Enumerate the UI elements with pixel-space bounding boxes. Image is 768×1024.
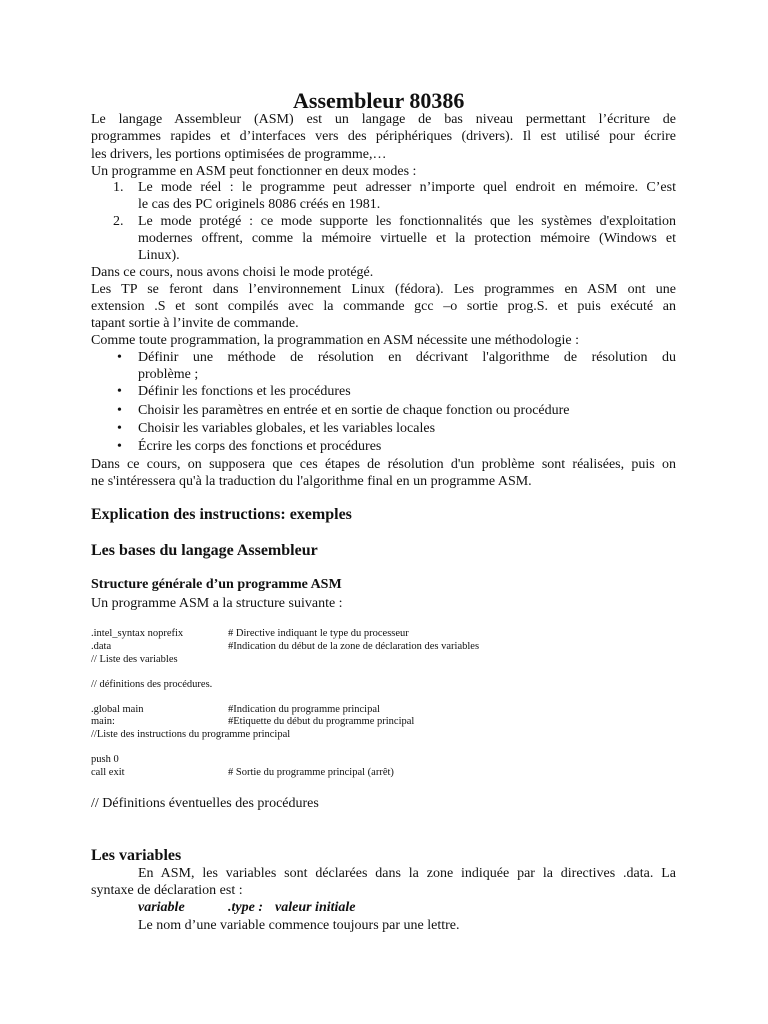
mode-line: modernes offrent, comme la mémoire virtuelle et la protection mémoire (Windows et (138, 231, 676, 246)
code-line: // Liste des variables (91, 654, 178, 665)
body-line: ne s'intéressera qu'à la traduction du l'algorithme final en un programme ASM. (91, 474, 532, 489)
code-line: //Liste des instructions du programme principal (91, 729, 291, 740)
code-line: .global main (91, 704, 144, 715)
intro-line: Un programme en ASM peut fonctionner en deux modes : (91, 164, 417, 179)
heading-structure: Structure générale d’un programme ASM (91, 577, 342, 592)
step-line: problème ; (138, 367, 199, 382)
code-line: .intel_syntax noprefix (91, 628, 184, 639)
body-line: tapant sortie à l’invite de commande. (91, 316, 299, 331)
bullet: • (117, 384, 122, 399)
code-comment: # Directive indiquant le type du processeur (228, 628, 409, 639)
code-line: .data (91, 641, 112, 652)
intro-line: programmes rapides et d’interfaces vers des périphériques (drivers). Il est utilisé pour écrire (91, 129, 676, 144)
code-line: main: (91, 716, 115, 727)
syntax-type: .type : (228, 900, 263, 915)
code-line: call exit (91, 767, 125, 778)
intro-line: les drivers, les portions optimisées de programme,… (91, 147, 387, 162)
variables-line: En ASM, les variables sont déclarées dans la zone indiquée par la directives .data. La (138, 866, 676, 881)
intro-line: Le langage Assembleur (ASM) est un langage de bas niveau permettant l’écriture de (91, 112, 676, 127)
heading-explication: Explication des instructions: exemples (91, 506, 352, 523)
step-line: Choisir les paramètres en entrée et en sortie de chaque fonction ou procédure (138, 403, 570, 418)
document-title: Assembleur 80386 (293, 88, 465, 113)
mode-line: Le mode réel : le programme peut adresser n’importe quel endroit en mémoire. C’est (138, 180, 676, 195)
heading-variables: Les variables (91, 847, 182, 864)
list-number: 2. (113, 214, 124, 229)
bullet: • (117, 439, 122, 454)
bullet: • (117, 421, 122, 436)
mode-line: le cas des PC originels 8086 créés en 1981. (138, 197, 381, 212)
code-line: // définitions des procédures. (91, 679, 213, 690)
code-comment: #Etiquette du début du programme principal (228, 716, 415, 727)
variables-line: syntaxe de déclaration est : (91, 883, 243, 898)
syntax-value: valeur initiale (275, 900, 356, 915)
heading-bases: Les bases du langage Assembleur (91, 542, 318, 559)
step-line: Choisir les variables globales, et les variables locales (138, 421, 436, 436)
code-comment: # Sortie du programme principal (arrêt) (228, 767, 394, 778)
step-line: Définir une méthode de résolution en décrivant l'algorithme de résolution du (138, 350, 676, 365)
syntax-variable: variable (138, 900, 185, 915)
step-line: Écrire les corps des fonctions et procédures (138, 439, 382, 454)
defs-eventuelles: // Définitions éventuelles des procédures (91, 796, 319, 811)
code-comment: #Indication du début de la zone de déclaration des variables (228, 641, 480, 652)
list-number: 1. (113, 180, 124, 195)
mode-line: Le mode protégé : ce mode supporte les fonctionnalités que les systèmes d'exploitation (138, 214, 676, 229)
body-line: Les TP se feront dans l’environnement Linux (fédora). Les programmes en ASM ont une (91, 282, 676, 297)
bullet: • (117, 350, 122, 365)
body-line: Dans ce cours, on supposera que ces étapes de résolution d'un problème sont réalisées, puis on (91, 457, 676, 472)
mode-line: Linux). (138, 248, 180, 263)
structure-intro: Un programme ASM a la structure suivante : (91, 596, 343, 611)
code-line: push 0 (91, 754, 119, 765)
body-line: extension .S et sont compilés avec la commande gcc –o sortie prog.S. et puis exécuté an (91, 299, 676, 314)
body-line: Dans ce cours, nous avons choisi le mode protégé. (91, 265, 374, 280)
code-comment: #Indication du programme principal (228, 704, 380, 715)
bullet: • (117, 403, 122, 418)
step-line: Définir les fonctions et les procédures (138, 384, 351, 399)
body-line: Comme toute programmation, la programmation en ASM nécessite une méthodologie : (91, 333, 579, 348)
variable-name-rule: Le nom d’une variable commence toujours par une lettre. (138, 918, 460, 933)
